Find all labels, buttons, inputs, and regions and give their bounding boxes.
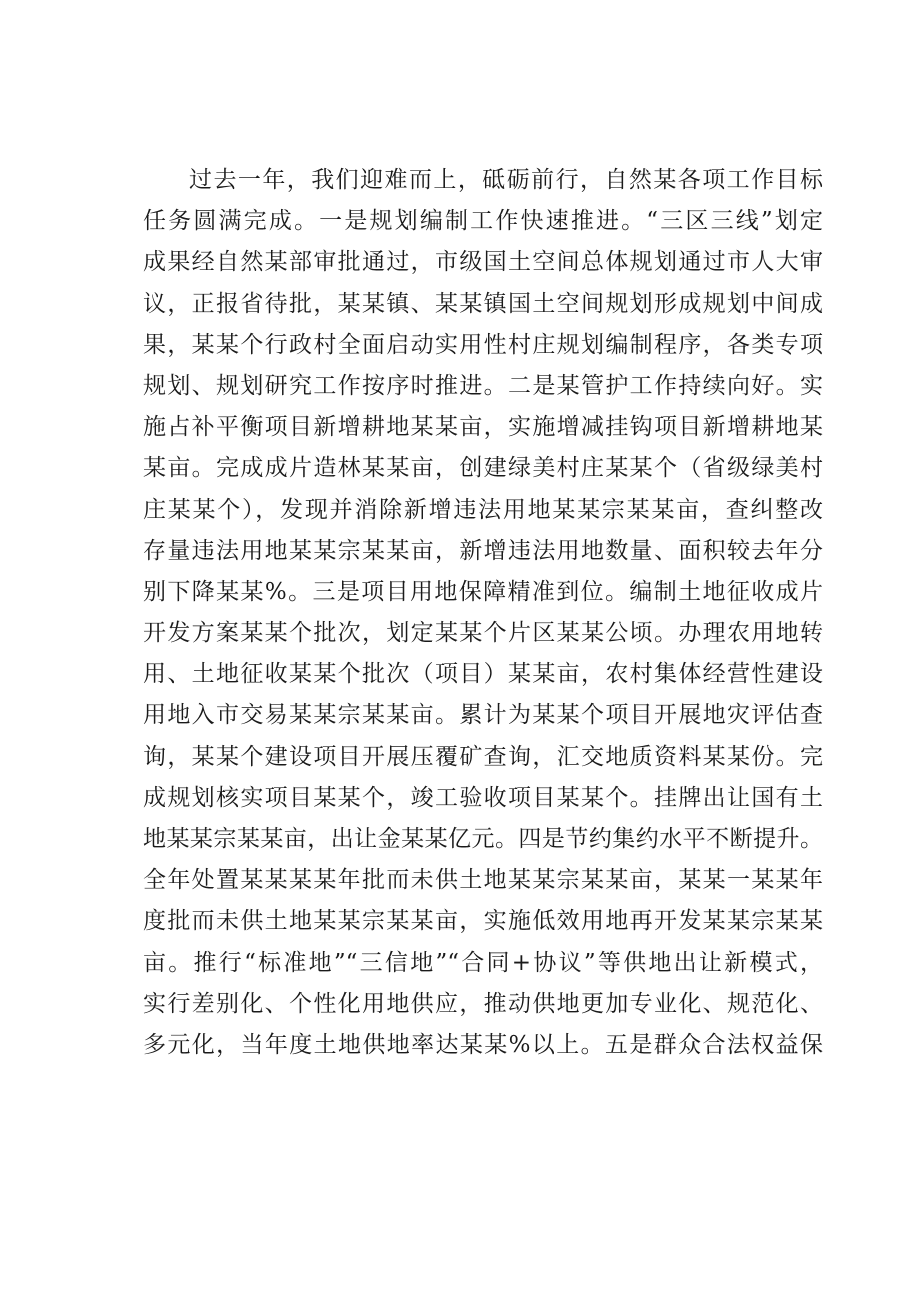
text-line: 庄某某个），发现并消除新增违法用地某某宗某某亩，查纠整改: [143, 496, 823, 523]
text-line: 地某某宗某某亩，出让金某某亿元。四是节约集约水平不断提升。: [143, 826, 823, 852]
text-line: 用地入市交易某某宗某某亩。累计为某某个项目开展地灾评估查: [143, 702, 823, 729]
text-line: 别下降某某%。三是项目用地保障精准到位。编制土地征收成片: [143, 578, 823, 605]
text-line: 规划、规划研究工作按序时推进。二是某管护工作持续向好。实: [143, 372, 823, 399]
text-line: 施占补平衡项目新增耕地某某亩，实施增减挂钩项目新增耕地某: [143, 414, 823, 441]
text-line: 成规划核实项目某某个，竣工验收项目某某个。挂牌出让国有土: [143, 784, 823, 811]
text-line: 果，某某个行政村全面启动实用性村庄规划编制程序，各类专项: [143, 331, 823, 358]
text-line: 用、土地征收某某个批次（项目）某某亩，农村集体经营性建设: [143, 661, 823, 688]
text-line: 任务圆满完成。一是规划编制工作快速推进。“三区三线”划定: [143, 208, 823, 235]
text-line: 度批而未供土地某某宗某某亩，实施低效用地再开发某某宗某某: [143, 908, 823, 935]
text-line: 开发方案某某个批次，划定某某个片区某某公顷。办理农用地转: [143, 620, 823, 647]
text-line: 成果经自然某部审批通过，市级国土空间总体规划通过市人大审: [143, 249, 823, 276]
text-line: 某亩。完成成片造林某某亩，创建绿美村庄某某个（省级绿美村: [143, 455, 823, 482]
text-line: 全年处置某某某某年批而未供土地某某宗某某亩，某某一某某年: [143, 867, 823, 894]
text-line: 议，正报省待批，某某镇、某某镇国土空间规划形成规划中间成: [143, 290, 823, 317]
text-line: 存量违法用地某某宗某某亩，新增违法用地数量、面积较去年分: [143, 537, 823, 564]
text-line: 过去一年，我们迎难而上，砥砺前行，自然某各项工作目标: [189, 167, 823, 193]
text-line: 亩。推行“标准地”“三信地”“合同+协议”等供地出让新模式，: [143, 949, 823, 976]
text-line: 多元化，当年度土地供地率达某某%以上。五是群众合法权益保: [143, 1031, 823, 1058]
text-line: 实行差别化、个性化用地供应，推动供地更加专业化、规范化、: [143, 990, 823, 1017]
text-line: 询，某某个建设项目开展压覆矿查询，汇交地质资料某某份。完: [143, 743, 823, 770]
body-paragraph: [143, 160, 823, 1066]
